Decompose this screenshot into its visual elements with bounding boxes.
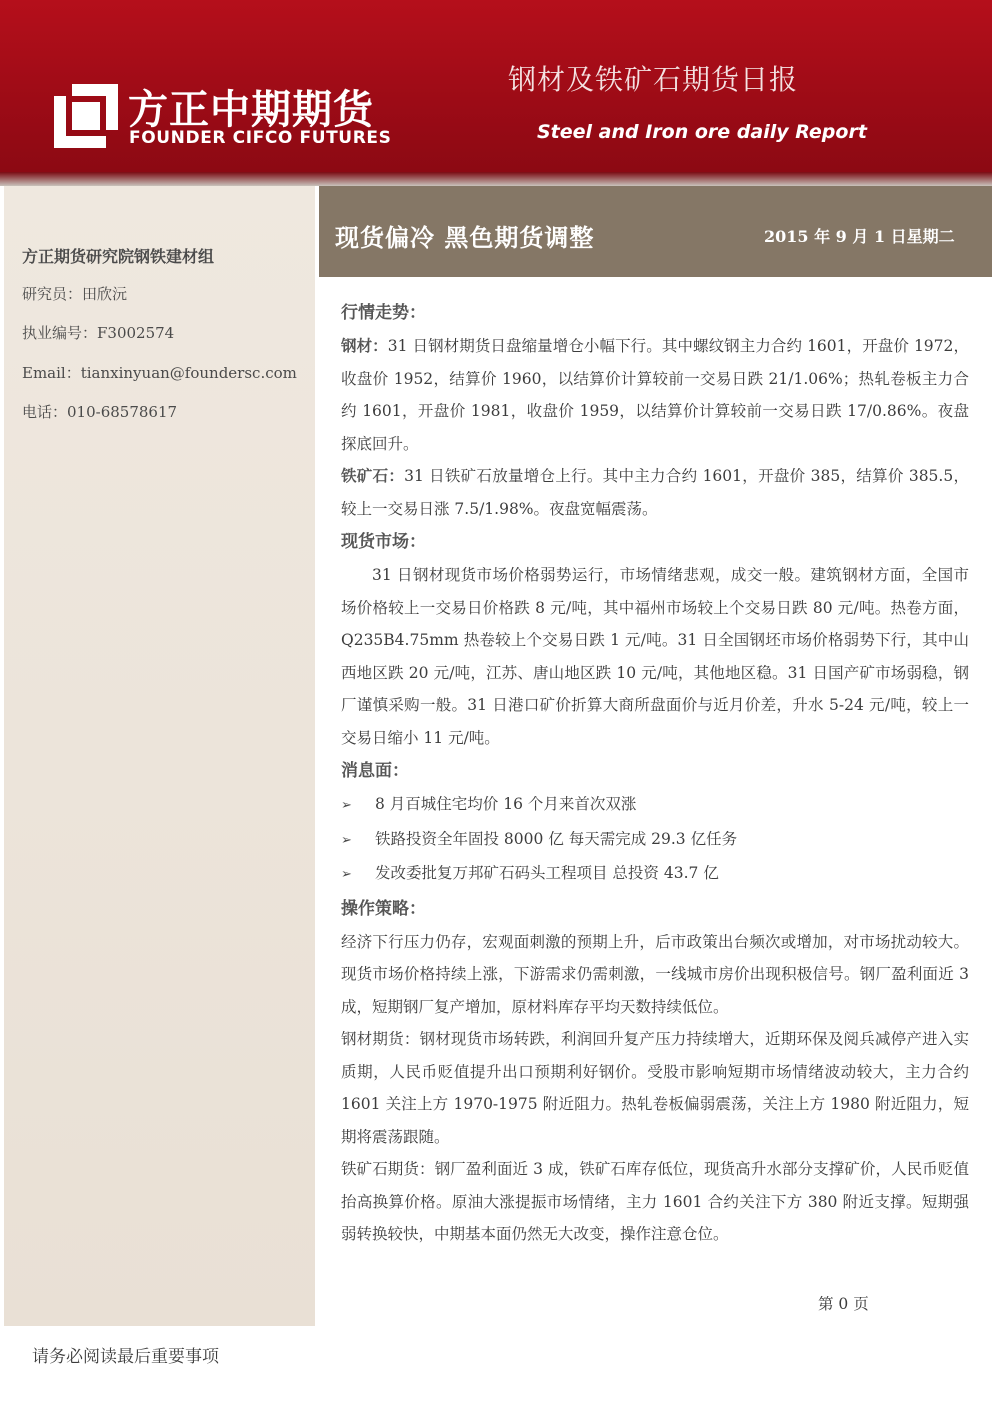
report-header [0, 0, 992, 172]
market-heading: 行情走势： [341, 303, 426, 323]
page-number: 第 0 页 [818, 1295, 869, 1313]
steel-text: 31 日钢材期货日盘缩量增仓小幅下行。其中螺纹钢主力合约 1601，开盘价 1972，收盘价 1952，结算价 1960，以结算价计算较前一交易日跌 21/1.06%；热轧卷板主力合约 1601，开盘价 1981，收盘价 1959，以结算价计算较前一交易日跌 17/0.86%。夜盘探底回升。 [341, 337, 969, 453]
news-item-text: 发改委批复万邦矿石码头工程项目 总投资 43.7 亿 [375, 864, 719, 882]
report-body [341, 296, 969, 1251]
ore-futures-paragraph: 铁矿石期货：钢厂盈利面近 3 成，铁矿石库存低位，现货高升水部分支撑矿价，人民币贬值抬高换算价格。原油大涨提振市场情绪，主力 1601 合约关注下方 380 附近支撑。短期强弱转换较快，中期基本面仍然无大改变，操作注意仓位。 [341, 1160, 969, 1243]
spot-paragraph: 31 日钢材现货市场价格弱势运行，市场情绪悲观，成交一般。建筑钢材方面，全国市场价格较上一交易日价格跌 8 元/吨，其中福州市场较上个交易日跌 80 元/吨。热卷方面，Q235B4.75mm 热卷较上个交易日跌 1 元/吨。31 日全国钢坯市场价格弱势下行，其中山西地区跌 20 元/吨，江苏、唐山地区跌 10 元/吨，其他地区稳。31 日国产矿市场弱稳，钢厂谨慎采购一般。31 日港口矿价折算大商所盘面价与近月价差，升水 5-24 元/吨，较上一交易日缩小 11 元/吨。 [341, 566, 969, 747]
research-group: 方正期货研究院钢铁建材组 [22, 247, 215, 266]
bullet-arrow-icon: ➢ [341, 867, 352, 882]
steel-futures-paragraph: 钢材期货：钢材现货市场转跌，利润回升复产压力持续增大，近期环保及阅兵减停产进入实质期，人民币贬值提升出口预期利好钢价。受股市影响短期市场情绪波动较大，主力合约 1601 关注上方 1970-1975 附近阻力。热轧卷板偏弱震荡，关注上方 1980 附近阻力，短期将震荡跟随。 [341, 1030, 969, 1146]
researcher-name: 研究员：田欣沅 [22, 285, 128, 303]
bullet-arrow-icon: ➢ [341, 832, 352, 848]
headline-title: 现货偏冷 黑色期货调整 [335, 224, 595, 252]
disclaimer-note: 请务必阅读最后重要事项 [32, 1347, 219, 1367]
news-item [341, 857, 969, 892]
steel-lead: 钢材： [341, 337, 388, 355]
news-item-text: 8 月百城住宅均价 16 个月来首次双涨 [375, 795, 637, 813]
headline-bar [319, 186, 992, 277]
news-heading: 消息面： [341, 761, 409, 781]
news-item [341, 823, 969, 858]
founder-logo-icon [54, 84, 118, 148]
ore-text: 31 日铁矿石放量增仓上行。其中主力合约 1601，开盘价 385，结算价 385.5，较上一交易日涨 7.5/1.98%。夜盘宽幅震荡。 [341, 467, 969, 518]
news-item-text: 铁路投资全年固投 8000 亿 每天需完成 29.3 亿任务 [375, 829, 738, 848]
spot-heading: 现货市场： [341, 532, 426, 552]
header-divider [0, 172, 992, 186]
report-date: 2015 年 9 月 1 日星期二 [764, 227, 955, 246]
steel-paragraph [341, 330, 969, 460]
report-title-en: Steel and Iron ore daily Report [537, 121, 867, 143]
ore-lead: 铁矿石： [341, 467, 405, 485]
logo-chinese-name: 方正中期期货 [128, 87, 374, 133]
author-sidebar [4, 186, 315, 1326]
bullet-arrow-icon: ➢ [341, 798, 352, 813]
logo-english-name: FOUNDER CIFCO FUTURES [129, 128, 392, 148]
author-email: Email：tianxinyuan@foundersc.com [22, 364, 297, 382]
macro-paragraph: 经济下行压力仍存，宏观面刺激的预期上升，后市政策出台频次或增加，对市场扰动较大。现货市场价格持续上涨，下游需求仍需刺激，一线城市房价出现积极信号。钢厂盈利面近 3 成，短期钢厂复产增加，原材料库存平均天数持续低位。 [341, 932, 969, 1016]
author-phone: 电话：010-68578617 [22, 403, 178, 421]
strategy-heading: 操作策略： [341, 898, 426, 919]
ore-paragraph [341, 460, 969, 525]
report-title-cn: 钢材及铁矿石期货日报 [508, 63, 799, 96]
license-number: 执业编号：F3002574 [22, 324, 175, 342]
news-item [341, 788, 969, 823]
